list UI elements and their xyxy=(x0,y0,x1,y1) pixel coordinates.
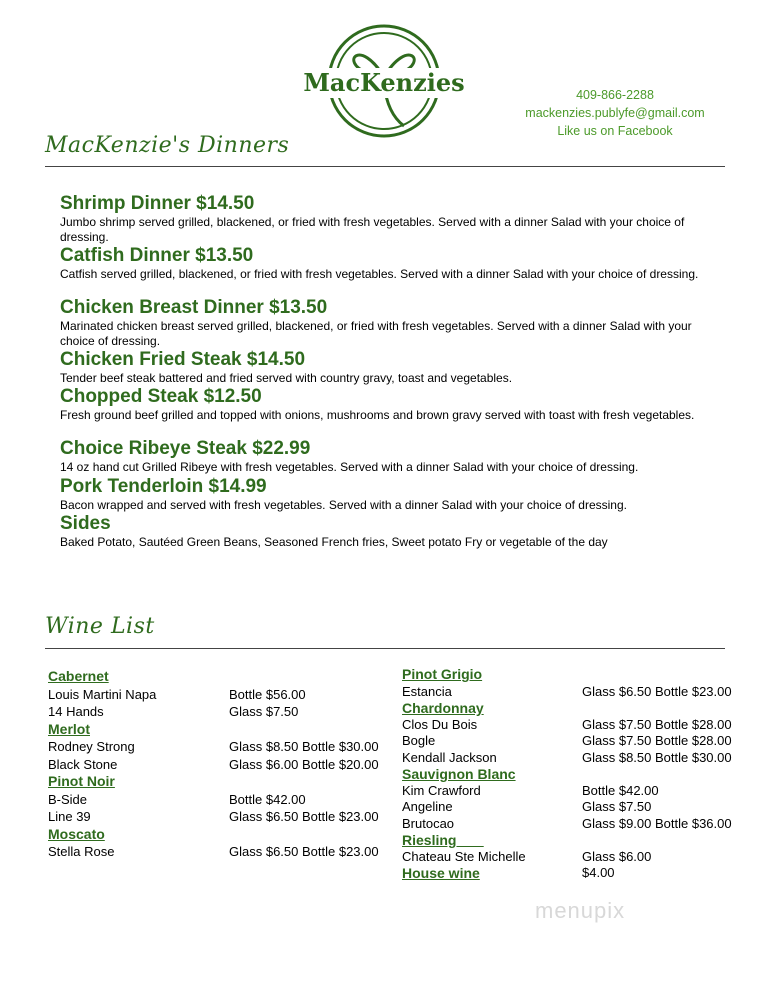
wine-price: Glass $9.00 Bottle $36.00 xyxy=(582,815,732,831)
wine-name: Black Stone xyxy=(48,756,118,772)
sides-title: Sides xyxy=(60,513,111,534)
dish-description: Fresh ground beef grilled and topped with onions, mushrooms and brown gravy served with toast with fresh vegetables. xyxy=(60,408,695,422)
wine-name: Clos Du Bois xyxy=(402,716,478,732)
dish-title: Catfish Dinner $13.50 xyxy=(60,245,254,266)
wine-name: Brutocao xyxy=(402,815,455,831)
wine-row-house xyxy=(402,865,747,882)
riesling-label: Riesling xyxy=(402,832,457,848)
dinners-divider xyxy=(45,166,725,167)
phone-number[interactable]: 409-866-2288 xyxy=(576,88,654,102)
email-address[interactable]: mackenzies.publyfe@gmail.com xyxy=(525,106,705,120)
wine-row xyxy=(48,808,388,826)
wine-category-cabernet: Cabernet xyxy=(48,668,109,684)
wine-list-title: Wine List xyxy=(45,614,155,639)
dish-description: Marinated chicken breast served grilled, blackened, or fried with fresh vegetables. Served with a dinner Salad with your choice of dressing. xyxy=(60,319,692,348)
wine-price: Glass $8.50 Bottle $30.00 xyxy=(229,739,379,754)
wine-row xyxy=(402,783,747,800)
dish-title: Chopped Steak $12.50 xyxy=(60,386,262,407)
wine-name: Kendall Jackson xyxy=(402,749,497,765)
wine-price: Glass $7.50 xyxy=(229,704,299,719)
wine-price: $4.00 xyxy=(582,865,615,880)
wine-price: Glass $8.50 Bottle $30.00 xyxy=(582,749,732,765)
sides-item xyxy=(60,514,710,550)
wine-category-house: House wine xyxy=(402,865,480,881)
wine-row xyxy=(402,799,747,816)
wine-name: 14 Hands xyxy=(48,704,104,719)
wine-row xyxy=(48,703,388,721)
facebook-link[interactable]: Like us on Facebook xyxy=(557,124,673,138)
wine-price: Glass $6.50 Bottle $23.00 xyxy=(229,844,379,859)
dish-item xyxy=(60,477,710,513)
wine-row xyxy=(402,849,747,866)
dish-title: Chicken Breast Dinner $13.50 xyxy=(60,297,328,318)
wine-row xyxy=(48,843,388,861)
dish-title: Pork Tenderloin $14.99 xyxy=(60,476,267,497)
wine-row xyxy=(402,684,747,701)
wine-name: Bogle xyxy=(402,733,436,748)
wine-divider xyxy=(45,648,725,649)
dish-title: Chicken Fried Steak $14.50 xyxy=(60,349,306,370)
dish-item xyxy=(60,387,710,423)
wine-name: Stella Rose xyxy=(48,844,115,859)
wine-category-pinot-grigio: Pinot Grigio xyxy=(402,666,483,682)
wine-category-merlot: Merlot xyxy=(48,720,90,737)
dish-item xyxy=(60,194,710,244)
dish-item xyxy=(60,246,710,282)
wine-name: Angeline xyxy=(402,799,453,814)
wine-name: Line 39 xyxy=(48,809,91,824)
sides-description: Baked Potato, Sautéed Green Beans, Seasoned French fries, Sweet potato Fry or vegetable of the day xyxy=(60,535,608,549)
wine-name: Louis Martini Napa xyxy=(48,686,157,702)
wine-price: Glass $7.50 Bottle $28.00 xyxy=(582,716,732,732)
wine-price: Glass $6.50 Bottle $23.00 xyxy=(582,683,732,699)
wine-name: Estancia xyxy=(402,683,452,699)
wine-price: Glass $7.50 Bottle $28.00 xyxy=(582,733,732,748)
dinners-title: MacKenzie's Dinners xyxy=(45,133,290,158)
wine-row xyxy=(48,686,388,704)
dish-description: Bacon wrapped and served with fresh vegetables. Served with a dinner Salad with your choice of dressing. xyxy=(60,498,627,512)
dish-title: Choice Ribeye Steak $22.99 xyxy=(60,438,311,459)
wine-category-sauvignon-blanc: Sauvignon Blanc xyxy=(402,766,516,782)
dish-description: Jumbo shrimp served grilled, blackened, or fried with fresh vegetables. Served with a dinner Salad with your choice of dressing. xyxy=(60,215,685,244)
wine-row xyxy=(48,738,388,756)
wine-name: Rodney Strong xyxy=(48,739,135,754)
wine-row xyxy=(402,717,747,734)
wine-price: Bottle $42.00 xyxy=(582,782,659,798)
wine-category-riesling xyxy=(402,832,747,849)
wine-category-pinot-noir: Pinot Noir xyxy=(48,773,115,789)
dish-item xyxy=(60,350,710,386)
dish-description: 14 oz hand cut Grilled Ribeye with fresh vegetables. Served with a dinner Salad with your choice of dressing. xyxy=(60,460,639,474)
mackenzies-logo xyxy=(300,22,468,140)
wine-price: Bottle $56.00 xyxy=(229,686,306,702)
wine-name: Kim Crawford xyxy=(402,782,481,798)
wine-price: Glass $6.00 xyxy=(582,848,652,864)
wine-category-chardonnay: Chardonnay xyxy=(402,700,484,716)
wine-price: Glass $7.50 xyxy=(582,799,652,814)
dish-description: Tender beef steak battered and fried served with country gravy, toast and vegetables. xyxy=(60,371,513,385)
dish-title: Shrimp Dinner $14.50 xyxy=(60,193,255,214)
dish-item xyxy=(60,439,710,475)
wine-row xyxy=(48,756,388,774)
wine-column-right xyxy=(402,666,747,882)
wine-price: Glass $6.00 Bottle $20.00 xyxy=(229,756,379,772)
wine-name: Chateau Ste Michelle xyxy=(402,848,526,864)
wine-row xyxy=(402,733,747,750)
wine-category-moscato: Moscato xyxy=(48,825,105,842)
dish-item xyxy=(60,298,710,348)
menupix-watermark: menupix xyxy=(535,898,626,923)
dish-description: Catfish served grilled, blackened, or fried with fresh vegetables. Served with a dinner Salad with your choice of dressing. xyxy=(60,267,699,281)
wine-price: Glass $6.50 Bottle $23.00 xyxy=(229,809,379,824)
wine-name: B-Side xyxy=(48,791,88,807)
wine-row xyxy=(48,791,388,809)
wine-column-left xyxy=(48,668,388,861)
wine-row xyxy=(402,816,747,833)
wine-row xyxy=(402,750,747,767)
wine-price: Bottle $42.00 xyxy=(229,791,306,807)
svg-text:MacKenzies: MacKenzies xyxy=(303,68,465,97)
